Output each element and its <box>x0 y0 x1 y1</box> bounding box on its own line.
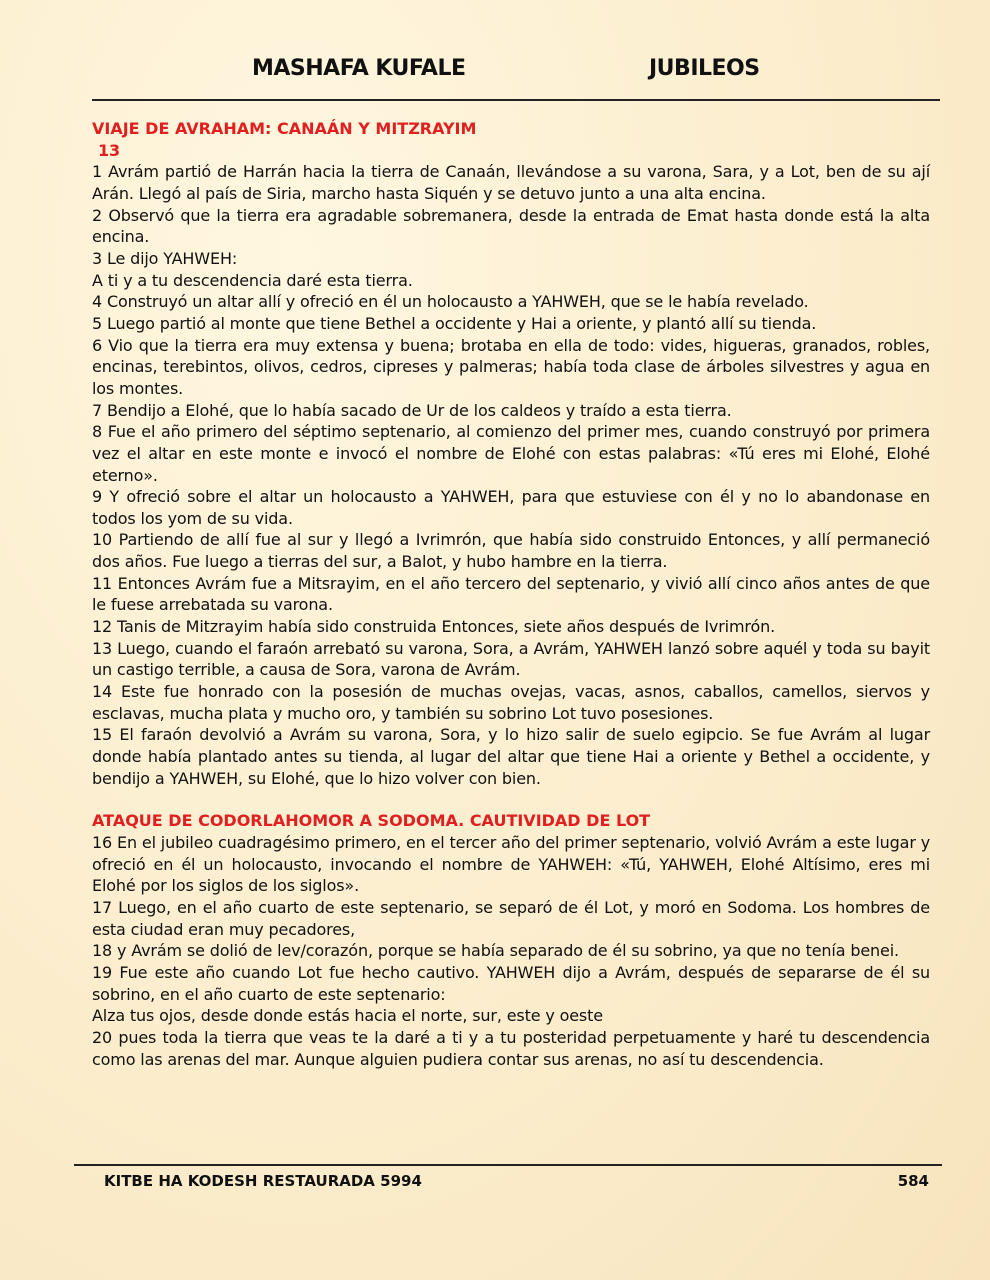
verse-paragraph: A ti y a tu descendencia daré esta tierra. <box>92 270 413 290</box>
verse-paragraph: 20 pues toda la tierra que veas te la daré a ti y a tu posteridad perpetuamente y haré tu descendencia como las arenas del mar. Aunque alguien pudiera contar sus arenas, no así tu descendencia. <box>92 1027 930 1069</box>
header-book-title: MASHAFA KUFALE <box>252 56 466 81</box>
footer-book-title: KITBE HA KODESH RESTAURADA 5994 <box>104 1172 422 1190</box>
verse-paragraph: 14 Este fue honrado con la posesión de muchas ovejas, vacas, asnos, caballos, camellos, siervos y esclavas, mucha plata y mucho oro, y también su sobrino Lot tuvo posesiones. <box>92 682 930 723</box>
verse-paragraph: 13 Luego, cuando el faraón arrebató su varona, Sora, a Avrám, YAHWEH lanzó sobre aquél y toda su bayit un castigo terrible, a causa de Sora, varona de Avrám. <box>92 638 930 680</box>
verse-paragraph: 6 Vio que la tierra era muy extensa y buena; brotaba en ella de todo: vides, higueras, granados, robles, encinas, terebintos, olivos, cedros, cipreses y palmeras; había toda clase de árboles silvestres y agua en los montes. <box>92 335 930 398</box>
verse-paragraph: 10 Partiendo de allí fue al sur y llegó a Ivrimrón, que había sido construido Entonces, y allí permaneció dos años. Fue luego a tierras del sur, a Balot, y hubo hambre en la tierra. <box>92 530 930 572</box>
verse-paragraph: 9 Y ofreció sobre el altar un holocausto a YAHWEH, para que estuviese con él y no lo abandonase en todos los yom de su vida. <box>92 487 930 528</box>
verse-paragraph: 8 Fue el año primero del séptimo septenario, al comienzo del primer mes, cuando construyó por primera vez el altar en este monte e invocó el nombre de Elohé con estas palabras: «Tú eres mi Elohé, Elohé eterno». <box>92 422 930 485</box>
verse-paragraph: 5 Luego partió al monte que tiene Bethel a occidente y Hai a oriente, y plantó allí su tienda. <box>92 313 817 333</box>
section-heading: VIAJE DE AVRAHAM: CANAÁN Y MITZRAYIM <box>92 119 477 138</box>
page-header <box>92 56 940 92</box>
header-divider <box>92 99 940 101</box>
verse-paragraph: 15 El faraón devolvió a Avrám su varona, Sora, y lo hizo salir de suelo egipcio. Se fue Avrám al lugar donde había plantado antes su tienda, al lugar del altar que tiene Hai a oriente y Bethel a occidente, y bendijo a YAHWEH, su Elohé, que lo hizo volver con bien. <box>92 725 930 788</box>
verse-paragraph: 1 Avrám partió de Harrán hacia la tierra de Canaán, llevándose a su varona, Sara, y a Lot, ben de su ají Arán. Llegó al país de Siria, marcho hasta Siquén y se detuvo junto a una alta encina. <box>92 162 930 203</box>
page-content <box>92 118 930 1070</box>
verse-paragraph: 19 Fue este año cuando Lot fue hecho cautivo. YAHWEH dijo a Avrám, después de separarse de él su sobrino, en el año cuarto de este septenario: <box>92 962 930 1004</box>
header-book-subtitle: JUBILEOS <box>649 56 760 81</box>
verse-paragraph: 18 y Avrám se dolió de lev/corazón, porque se había separado de él su sobrino, ya que no tenía benei. <box>92 941 899 961</box>
page-number: 584 <box>897 1172 929 1190</box>
verse-paragraph: 17 Luego, en el año cuarto de este septenario, se separó de él Lot, y moró en Sodoma. Los hombres de esta ciudad eran muy pecadores, <box>92 897 930 939</box>
footer-divider <box>74 1164 942 1166</box>
verse-paragraph: 11 Entonces Avrám fue a Mitsrayim, en el año tercero del septenario, y vivió allí cinco años antes de que le fuese arrebatada su varona. <box>92 573 930 615</box>
verse-paragraph: 7 Bendijo a Elohé, que lo había sacado de Ur de los caldeos y traído a esta tierra. <box>92 400 732 420</box>
verse-paragraph: 3 Le dijo YAHWEH: <box>92 248 238 268</box>
verse-paragraph: 4 Construyó un altar allí y ofreció en él un holocausto a YAHWEH, que se le había revelado. <box>92 292 809 312</box>
verse-paragraph: Alza tus ojos, desde donde estás hacia el norte, sur, este y oeste <box>92 1006 603 1026</box>
verse-paragraph: 16 En el jubileo cuadragésimo primero, en el tercer año del primer septenario, volvió Avrám a este lugar y ofreció en él un holocausto, invocando el nombre de YAHWEH: «Tú, YAHWEH, Elohé Altísimo, eres mi Elohé por los siglos de los siglos». <box>92 833 931 896</box>
section-heading: ATAQUE DE CODORLAHOMOR A SODOMA. CAUTIVIDAD DE LOT <box>92 811 651 831</box>
verse-paragraph: 2 Observó que la tierra era agradable sobremanera, desde la entrada de Emat hasta donde está la alta encina. <box>92 205 930 247</box>
verse-paragraph: 12 Tanis de Mitzrayim había sido construida Entonces, siete años después de Ivrimrón. <box>92 617 776 637</box>
chapter-number: 13 <box>98 140 120 160</box>
section-spacer <box>92 789 930 810</box>
